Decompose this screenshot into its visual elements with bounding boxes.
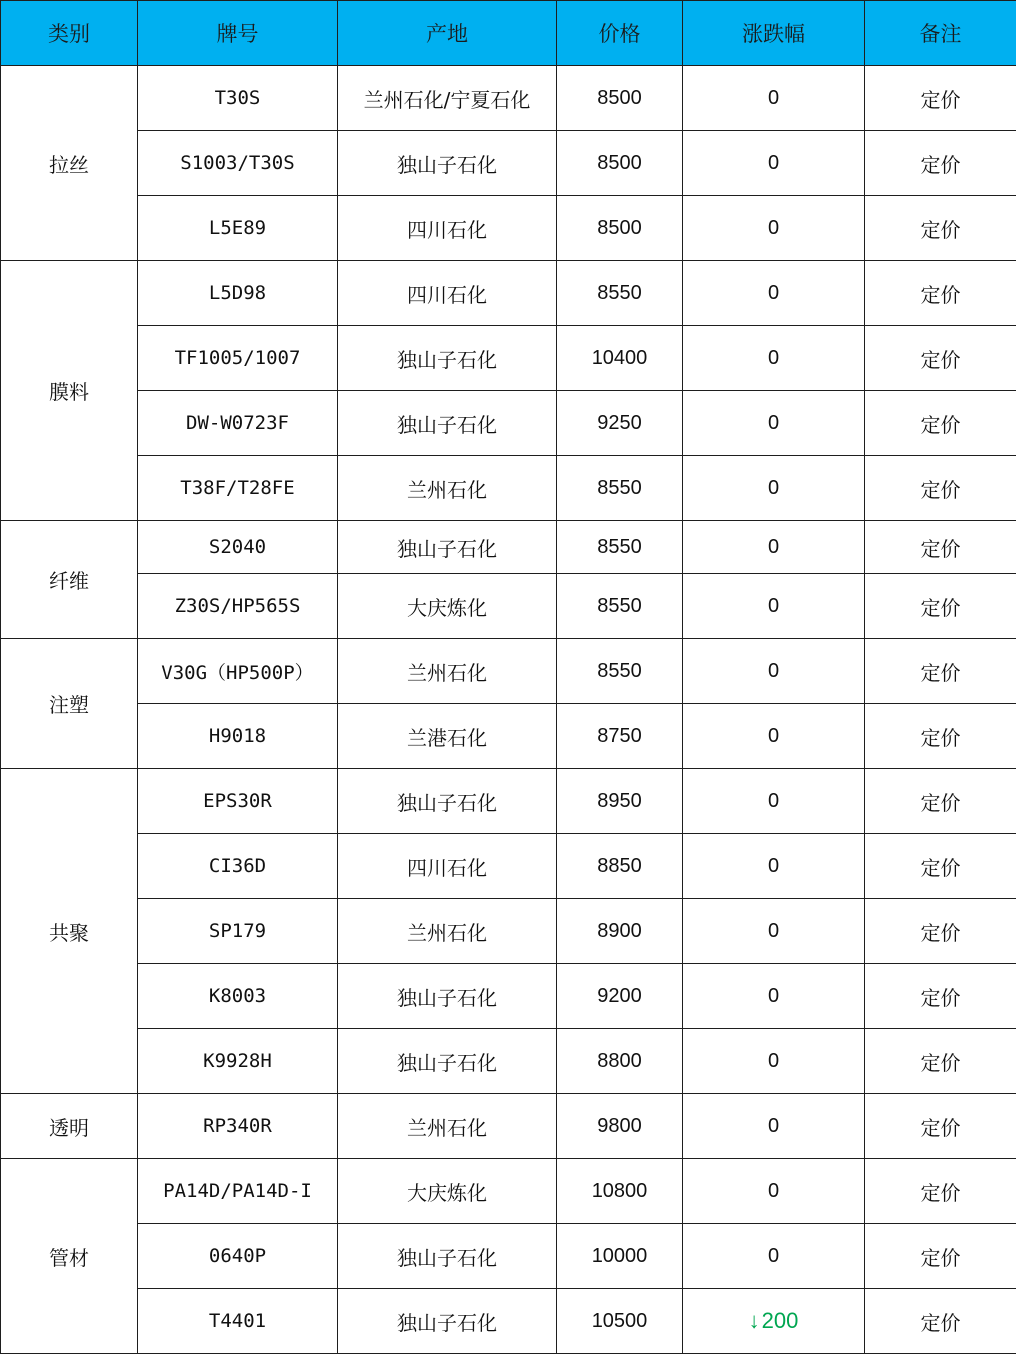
change-value: 200 <box>761 1308 799 1333</box>
note-cell: 定价 <box>865 834 1016 899</box>
price-cell: 10800 <box>557 1159 683 1224</box>
change-cell: 0 <box>683 834 865 899</box>
price-cell: 9200 <box>557 964 683 1029</box>
price-cell: 8800 <box>557 1029 683 1094</box>
note-cell: 定价 <box>865 521 1016 574</box>
price-cell: 8950 <box>557 769 683 834</box>
grade-cell: RP340R <box>138 1094 338 1159</box>
origin-cell: 大庆炼化 <box>338 1159 557 1224</box>
price-cell: 8550 <box>557 261 683 326</box>
header-row <box>1 1 1016 66</box>
price-cell: 8550 <box>557 456 683 521</box>
category-cell: 共聚 <box>1 769 138 1094</box>
grade-cell: K9928H <box>138 1029 338 1094</box>
header-price: 价格 <box>557 1 683 66</box>
grade-cell: PA14D/PA14D-I <box>138 1159 338 1224</box>
origin-cell: 独山子石化 <box>338 391 557 456</box>
table-row <box>1 326 1016 391</box>
note-cell: 定价 <box>865 261 1016 326</box>
table-row <box>1 391 1016 456</box>
price-cell: 10500 <box>557 1289 683 1354</box>
origin-cell: 兰州石化 <box>338 456 557 521</box>
price-cell: 8550 <box>557 639 683 704</box>
grade-cell: DW-W0723F <box>138 391 338 456</box>
origin-cell: 兰州石化 <box>338 639 557 704</box>
grade-cell: L5E89 <box>138 196 338 261</box>
table-row <box>1 456 1016 521</box>
grade-cell: TF1005/1007 <box>138 326 338 391</box>
grade-cell: S2040 <box>138 521 338 574</box>
change-cell: 0 <box>683 1159 865 1224</box>
note-cell: 定价 <box>865 639 1016 704</box>
change-cell: 0 <box>683 261 865 326</box>
origin-cell: 独山子石化 <box>338 964 557 1029</box>
note-cell: 定价 <box>865 131 1016 196</box>
origin-cell: 四川石化 <box>338 261 557 326</box>
note-cell: 定价 <box>865 899 1016 964</box>
price-cell: 8500 <box>557 66 683 131</box>
change-cell: 0 <box>683 899 865 964</box>
header-category: 类别 <box>1 1 138 66</box>
price-cell: 10400 <box>557 326 683 391</box>
price-cell: 10000 <box>557 1224 683 1289</box>
change-cell: 0 <box>683 964 865 1029</box>
category-cell: 纤维 <box>1 521 138 639</box>
table-row <box>1 899 1016 964</box>
category-cell: 透明 <box>1 1094 138 1159</box>
change-cell: 0 <box>683 391 865 456</box>
change-cell: 0 <box>683 66 865 131</box>
arrow-down-icon: ↓ <box>748 1308 760 1333</box>
table-row <box>1 261 1016 326</box>
note-cell: 定价 <box>865 456 1016 521</box>
table-row <box>1 521 1016 574</box>
grade-cell: CI36D <box>138 834 338 899</box>
price-cell: 9250 <box>557 391 683 456</box>
note-cell: 定价 <box>865 391 1016 456</box>
note-cell: 定价 <box>865 1289 1016 1354</box>
price-cell: 8900 <box>557 899 683 964</box>
table-row <box>1 704 1016 769</box>
table-row <box>1 769 1016 834</box>
note-cell: 定价 <box>865 1094 1016 1159</box>
change-cell: 0 <box>683 1094 865 1159</box>
origin-cell: 兰港石化 <box>338 704 557 769</box>
grade-cell: Z30S/HP565S <box>138 574 338 639</box>
origin-cell: 四川石化 <box>338 834 557 899</box>
price-cell: 8750 <box>557 704 683 769</box>
change-cell <box>683 1289 865 1354</box>
grade-cell: H9018 <box>138 704 338 769</box>
grade-cell: K8003 <box>138 964 338 1029</box>
change-cell: 0 <box>683 574 865 639</box>
price-cell: 9800 <box>557 1094 683 1159</box>
grade-cell: T30S <box>138 66 338 131</box>
change-cell: 0 <box>683 131 865 196</box>
change-cell: 0 <box>683 769 865 834</box>
grade-cell: 0640P <box>138 1224 338 1289</box>
grade-cell: T4401 <box>138 1289 338 1354</box>
table-row <box>1 1289 1016 1354</box>
table-row <box>1 1029 1016 1094</box>
table-row <box>1 196 1016 261</box>
change-cell: 0 <box>683 1029 865 1094</box>
table-row <box>1 964 1016 1029</box>
header-grade: 牌号 <box>138 1 338 66</box>
table-row <box>1 66 1016 131</box>
category-cell: 拉丝 <box>1 66 138 261</box>
price-cell: 8500 <box>557 196 683 261</box>
category-cell: 注塑 <box>1 639 138 769</box>
note-cell: 定价 <box>865 196 1016 261</box>
change-cell: 0 <box>683 326 865 391</box>
change-cell: 0 <box>683 521 865 574</box>
note-cell: 定价 <box>865 574 1016 639</box>
note-cell: 定价 <box>865 1159 1016 1224</box>
note-cell: 定价 <box>865 964 1016 1029</box>
price-cell: 8550 <box>557 574 683 639</box>
change-cell: 0 <box>683 639 865 704</box>
price-cell: 8550 <box>557 521 683 574</box>
category-cell: 膜料 <box>1 261 138 521</box>
grade-cell: T38F/T28FE <box>138 456 338 521</box>
origin-cell: 独山子石化 <box>338 326 557 391</box>
change-cell: 0 <box>683 456 865 521</box>
price-cell: 8850 <box>557 834 683 899</box>
table-row <box>1 574 1016 639</box>
origin-cell: 大庆炼化 <box>338 574 557 639</box>
grade-cell: SP179 <box>138 899 338 964</box>
table-row <box>1 1094 1016 1159</box>
origin-cell: 独山子石化 <box>338 1029 557 1094</box>
grade-cell: S1003/T30S <box>138 131 338 196</box>
header-origin: 产地 <box>338 1 557 66</box>
change-cell: 0 <box>683 196 865 261</box>
change-cell: 0 <box>683 704 865 769</box>
origin-cell: 独山子石化 <box>338 521 557 574</box>
origin-cell: 四川石化 <box>338 196 557 261</box>
note-cell: 定价 <box>865 1029 1016 1094</box>
origin-cell: 兰州石化/宁夏石化 <box>338 66 557 131</box>
table-row <box>1 639 1016 704</box>
change-down-value <box>749 1308 799 1333</box>
header-note: 备注 <box>865 1 1016 66</box>
grade-cell: V30G（HP500P） <box>138 639 338 704</box>
note-cell: 定价 <box>865 1224 1016 1289</box>
note-cell: 定价 <box>865 66 1016 131</box>
origin-cell: 独山子石化 <box>338 131 557 196</box>
origin-cell: 独山子石化 <box>338 1224 557 1289</box>
header-change: 涨跌幅 <box>683 1 865 66</box>
table-row <box>1 834 1016 899</box>
grade-cell: L5D98 <box>138 261 338 326</box>
origin-cell: 兰州石化 <box>338 899 557 964</box>
table-row <box>1 1159 1016 1224</box>
table-row <box>1 1224 1016 1289</box>
table-row <box>1 131 1016 196</box>
note-cell: 定价 <box>865 769 1016 834</box>
origin-cell: 独山子石化 <box>338 769 557 834</box>
note-cell: 定价 <box>865 326 1016 391</box>
change-cell: 0 <box>683 1224 865 1289</box>
note-cell: 定价 <box>865 704 1016 769</box>
category-cell: 管材 <box>1 1159 138 1354</box>
grade-cell: EPS30R <box>138 769 338 834</box>
origin-cell: 兰州石化 <box>338 1094 557 1159</box>
price-cell: 8500 <box>557 131 683 196</box>
origin-cell: 独山子石化 <box>338 1289 557 1354</box>
